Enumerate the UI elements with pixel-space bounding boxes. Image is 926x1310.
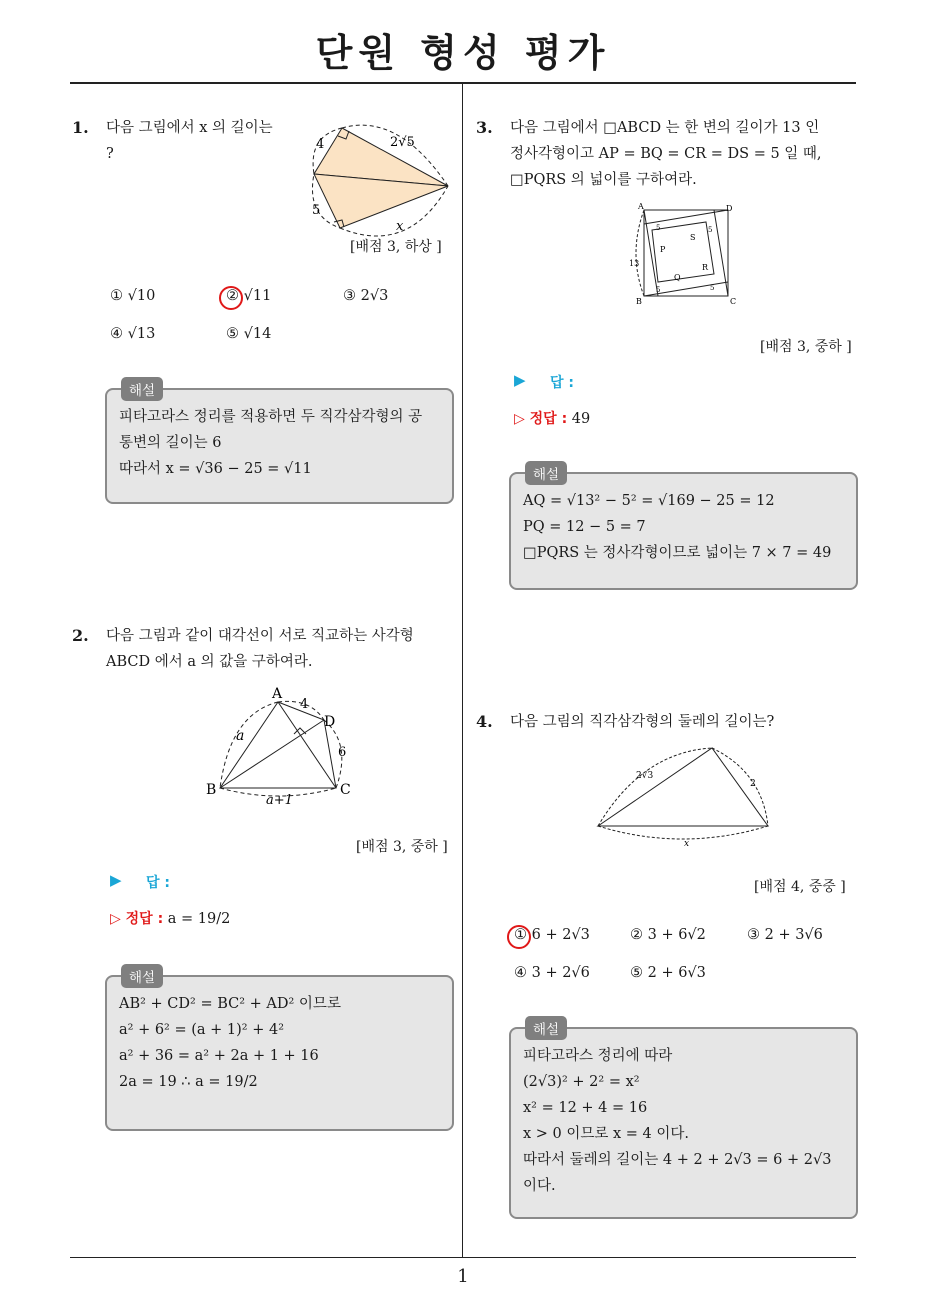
score-label: [배점 3, 중하 ] (356, 839, 448, 855)
fig-label: x (396, 219, 404, 234)
choice-4[interactable]: ④ √13 (110, 326, 156, 342)
fig-label: 5 (312, 203, 321, 218)
fig-label: R (702, 263, 709, 272)
solution-box (509, 1022, 858, 1219)
solution-line: PQ = 12 − 5 = 7 (523, 519, 646, 535)
page-title: 단원 형성 평가 (315, 31, 611, 75)
answer-label: 답 : (550, 375, 574, 391)
solution-line: 이다. (523, 1178, 556, 1194)
page-number: 1 (457, 1266, 469, 1287)
fig-label: C (340, 782, 351, 798)
fig-label: 2√5 (390, 135, 415, 150)
question-text-line: 다음 그림에서 □ABCD 는 한 변의 길이가 13 인 (510, 120, 820, 136)
q2-figure (200, 684, 370, 814)
question-text-line: ? (106, 146, 114, 162)
question-text-line: 정사각형이고 AP = BQ = CR = DS = 5 일 때, (510, 146, 822, 162)
score-label: [배점 3, 하상 ] (350, 239, 442, 255)
choice-3[interactable]: ③ 2 + 3√6 (747, 927, 823, 943)
correct-label: 정답 : (125, 911, 164, 927)
fig-label: 5 (656, 286, 661, 294)
solution-box (509, 467, 858, 590)
solution-line: (2√3)² + 2² = x² (523, 1074, 640, 1090)
solution-box (105, 970, 454, 1131)
question-number: 3. (476, 118, 493, 137)
solution-line: a² + 6² = (a + 1)² + 4² (119, 1022, 285, 1038)
solution-tab: 해설 (121, 964, 163, 988)
fig-label: Q (674, 273, 681, 282)
fig-label: C (730, 297, 737, 306)
fig-label: 2 (750, 779, 756, 789)
fig-label: 4 (300, 697, 309, 712)
choice-1[interactable]: ① √10 (110, 288, 156, 304)
correct-answer-row (110, 908, 230, 928)
solution-line: AB² + CD² = BC² + AD² 이므로 (119, 996, 341, 1012)
correct-answer-row (514, 408, 590, 428)
solution-line: □PQRS 는 정사각형이므로 넓이는 7 × 7 = 49 (523, 545, 832, 561)
fig-label: A (638, 202, 644, 211)
choice-2[interactable]: ② 3 + 6√2 (630, 927, 706, 943)
fig-label: B (636, 297, 642, 306)
choice-1[interactable]: ① 6 + 2√3 (514, 927, 590, 943)
selected-choice-mark (507, 925, 531, 949)
fig-label: 5 (708, 226, 713, 234)
answer-arrow-icon: ▶ (514, 371, 526, 389)
solution-tab: 해설 (525, 461, 567, 485)
question-text-line: ABCD 에서 a 의 값을 구하여라. (106, 654, 313, 670)
correct-value: 49 (571, 411, 591, 427)
solution-line: x² = 12 + 4 = 16 (523, 1100, 648, 1116)
fig-label: D (324, 714, 336, 730)
choice-5[interactable]: ⑤ √14 (226, 326, 272, 342)
score-label: [배점 3, 중하 ] (760, 339, 852, 355)
solution-line: 통변의 길이는 6 (119, 435, 222, 451)
question-text (106, 115, 273, 167)
question-text (510, 115, 822, 193)
correct-value: a = 19/2 (167, 911, 231, 927)
fig-label: 4 (316, 137, 325, 152)
question-text (510, 709, 774, 735)
fig-label: 6 (338, 745, 347, 760)
solution-line: 피타고라스 정리에 따라 (523, 1048, 673, 1064)
fig-label: A (272, 686, 283, 702)
choice-5[interactable]: ⑤ 2 + 6√3 (630, 965, 706, 981)
question-number: 1. (72, 118, 89, 137)
solution-line: 피타고라스 정리를 적용하면 두 직각삼각형의 공 (119, 409, 423, 425)
correct-arrow-icon: ▷ (110, 911, 126, 927)
fig-label: a+1 (266, 793, 293, 808)
question-number: 2. (72, 626, 89, 645)
fig-label: 5 (656, 224, 661, 232)
fig-label: D (726, 204, 733, 213)
choice-3[interactable]: ③ 2√3 (343, 288, 389, 304)
correct-label: 정답 : (529, 411, 568, 427)
question-text-line: 다음 그림의 직각삼각형의 둘레의 길이는? (510, 714, 775, 730)
solution-line: 따라서 둘레의 길이는 4 + 2 + 2√3 = 6 + 2√3 (523, 1152, 832, 1168)
solution-line: 따라서 x = √36 − 25 = √11 (119, 461, 312, 477)
question-text-line: □PQRS 의 넓이를 구하여라. (510, 172, 697, 188)
solution-line: 2a = 19 ∴ a = 19/2 (119, 1074, 258, 1090)
correct-arrow-icon: ▷ (514, 411, 530, 427)
bottom-rule (70, 1257, 856, 1258)
score-label: [배점 4, 중중 ] (754, 879, 846, 895)
fig-label: P (660, 245, 666, 254)
answer-label: 답 : (146, 875, 170, 891)
fig-label: x (684, 839, 690, 849)
solution-line: AQ = √13² − 5² = √169 − 25 = 12 (523, 493, 775, 509)
fig-label: a (236, 728, 245, 744)
q4-figure (592, 742, 774, 852)
fig-label: 5 (710, 284, 715, 292)
choice-2[interactable]: ② √11 (226, 288, 272, 304)
solution-line: x > 0 이므로 x = 4 이다. (523, 1126, 690, 1142)
question-text (106, 623, 414, 675)
fig-label: B (206, 782, 217, 798)
q1-figure (298, 116, 458, 256)
solution-tab: 해설 (525, 1016, 567, 1040)
question-number: 4. (476, 712, 493, 731)
solution-line: a² + 36 = a² + 2a + 1 + 16 (119, 1048, 319, 1064)
question-text-line: 다음 그림과 같이 대각선이 서로 직교하는 사각형 (106, 628, 414, 644)
solution-box (105, 383, 454, 504)
column-divider (462, 84, 463, 1258)
top-rule (70, 82, 856, 84)
fig-label: S (690, 233, 696, 242)
selected-choice-mark (219, 286, 243, 310)
fig-label: 13 (629, 259, 640, 268)
solution-tab: 해설 (121, 377, 163, 401)
choice-4[interactable]: ④ 3 + 2√6 (514, 965, 590, 981)
q3-figure (628, 200, 743, 310)
answer-arrow-icon: ▶ (110, 871, 122, 889)
fig-label: 2√3 (636, 771, 654, 781)
question-text-line: 다음 그림에서 x 의 길이는 (106, 120, 273, 136)
